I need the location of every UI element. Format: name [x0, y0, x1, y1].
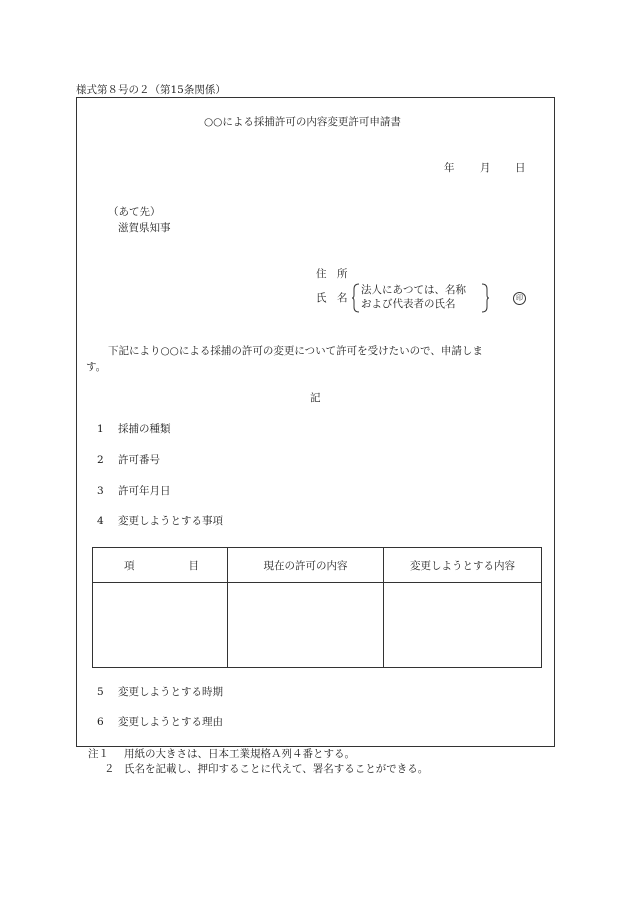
seal-mark: 印	[513, 292, 526, 305]
item-5-label: 変更しようとする時期	[118, 686, 223, 698]
header-item	[93, 548, 228, 583]
body-text-line2: す。	[86, 361, 107, 373]
addressee-label: （あて先）	[108, 206, 161, 218]
form-number: 様式第８号の２（第15条関係）	[76, 84, 226, 96]
item-1-label: 採捕の種類	[118, 423, 171, 435]
note-2-number: ２	[104, 763, 115, 775]
header-current-content: 現在の許可の内容	[228, 548, 384, 583]
item-5-number: 5	[97, 686, 104, 698]
cell-change-content[interactable]	[384, 583, 542, 668]
table-row	[93, 583, 542, 668]
item-4-label: 変更しようとする事項	[118, 515, 223, 527]
table-header-row	[93, 548, 542, 583]
date-month: 月	[480, 162, 491, 174]
header-change-content: 変更しようとする内容	[384, 548, 542, 583]
note-1-text: 用紙の大きさは、日本工業規格Ａ列４番とする。	[124, 748, 355, 760]
right-bracket	[481, 283, 489, 313]
record-heading: 記	[310, 392, 321, 404]
cell-item[interactable]	[93, 583, 228, 668]
name-label: 氏 名	[316, 292, 348, 304]
item-1-number: 1	[97, 423, 104, 435]
header-item-part1: 項	[124, 559, 135, 572]
item-6-label: 変更しようとする理由	[118, 716, 223, 728]
date-year: 年	[444, 162, 455, 174]
note-1-prefix: 注１	[88, 748, 109, 760]
cell-current-content[interactable]	[228, 583, 384, 668]
note-2-text: 氏名を記載し、押印することに代えて、署名することができる。	[124, 763, 429, 775]
header-item-part2: 目	[188, 559, 199, 572]
date-day: 日	[515, 162, 526, 174]
change-table	[92, 547, 542, 668]
left-bracket	[352, 283, 360, 313]
item-2-label: 許可番号	[118, 454, 160, 466]
item-4-number: 4	[97, 515, 104, 527]
item-3-label: 許可年月日	[118, 485, 171, 497]
corporate-note-line2: および代表者の氏名	[361, 298, 456, 310]
address-label: 住 所	[316, 268, 348, 280]
item-3-number: 3	[97, 485, 104, 497]
item-6-number: 6	[97, 716, 104, 728]
body-text-line1: 下記により○○による採捕の許可の変更について許可を受けたいので、申請しま	[108, 345, 483, 357]
addressee-name: 滋賀県知事	[118, 222, 171, 234]
item-2-number: 2	[97, 454, 104, 466]
form-title: ○○による採捕許可の内容変更許可申請書	[204, 116, 401, 128]
corporate-note-line1: 法人にあつては、名称	[361, 284, 466, 296]
